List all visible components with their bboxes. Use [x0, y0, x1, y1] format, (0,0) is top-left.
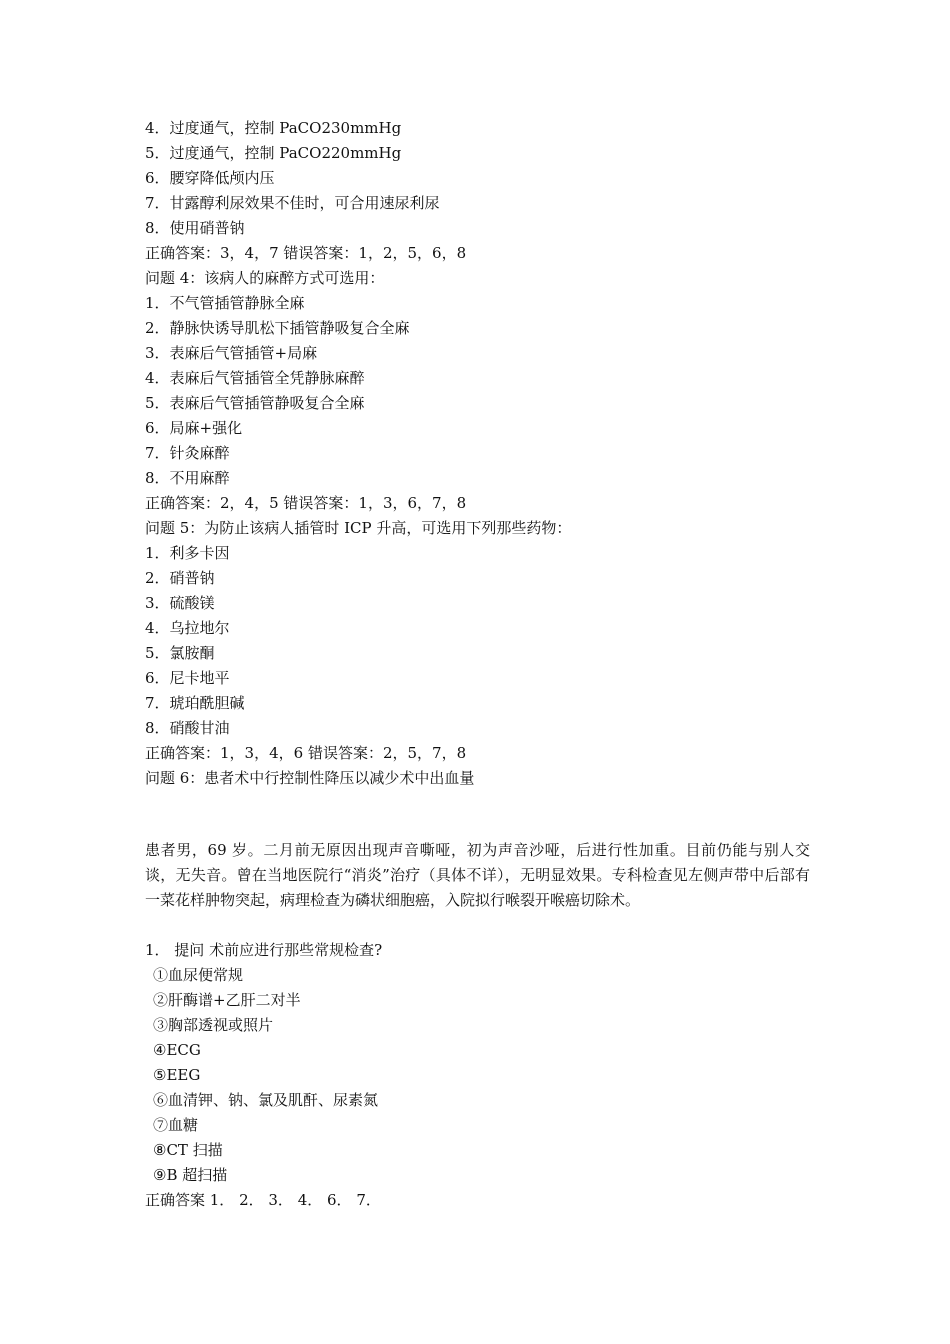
option-item: ①血尿便常规: [153, 966, 244, 984]
text-line: 5．表麻后气管插管静吸复合全麻: [145, 394, 365, 412]
answer-line: 正确答案：3，4，7 错误答案：1，2，5，6，8: [145, 244, 467, 262]
option-item: ⑤EEG: [153, 1066, 201, 1084]
text-line: 5．过度通气，控制 PaCO220mmHg: [145, 144, 402, 162]
option-item: ⑥血清钾、钠、氯及肌酐、尿素氮: [153, 1091, 379, 1109]
answer-line: 正确答案：2，4，5 错误答案：1，3，6，7，8: [145, 494, 467, 512]
option-item: ⑦血糖: [153, 1116, 199, 1134]
answer-line: 正确答案：1，3，4，6 错误答案：2，5，7，8: [145, 744, 467, 762]
answer-line: 正确答案 1． 2． 3． 4． 6． 7．: [145, 1191, 381, 1209]
text-line: 8．硝酸甘油: [145, 719, 230, 737]
text-line: 1．利多卡因: [145, 544, 230, 562]
text-line: 8．使用硝普钠: [145, 219, 245, 237]
text-line: 6．腰穿降低颅内压: [145, 169, 275, 187]
option-item: ③胸部透视或照片: [153, 1016, 274, 1034]
question-heading: 问题 6：患者术中行控制性降压以减少术中出血量: [145, 769, 475, 787]
option-item: ⑧CT 扫描: [153, 1141, 223, 1159]
text-line: 6．局麻+强化: [145, 419, 243, 437]
option-item: ④ECG: [153, 1041, 201, 1059]
case-question: 1． 提问 术前应进行那些常规检查?: [145, 941, 383, 959]
spacer: [145, 913, 810, 938]
text-line: 6．尼卡地平: [145, 669, 230, 687]
question-continuation-section: [145, 116, 810, 791]
text-line: 2．硝普钠: [145, 569, 215, 587]
text-line: 7．针灸麻醉: [145, 444, 230, 462]
text-line: 1．不气管插管静脉全麻: [145, 294, 305, 312]
question-heading: 问题 5：为防止该病人插管时 ICP 升高，可选用下列那些药物：: [145, 519, 572, 537]
text-line: 4．表麻后气管插管全凭静脉麻醉: [145, 369, 365, 387]
text-line: 5．氯胺酮: [145, 644, 215, 662]
option-item: ②肝酶谱+乙肝二对半: [153, 991, 301, 1009]
case-description: 患者男，69 岁。二月前无原因出现声音嘶哑，初为声音沙哑，后进行性加重。目前仍能与别人交谈，无失音。曾在当地医院行“消炎”治疗（具体不详），无明显效果。专科检查见左侧声带中后部有一菜花样肿物突起，病理检查为磷状细胞癌，入院拟行喉裂开喉癌切除术。: [145, 841, 810, 909]
text-line: 3．硫酸镁: [145, 594, 215, 612]
text-line: 7．琥珀酰胆碱: [145, 694, 245, 712]
option-item: ⑨B 超扫描: [153, 1166, 228, 1184]
text-line: 4．乌拉地尔: [145, 619, 230, 637]
case-section: [145, 838, 810, 1213]
question-heading: 问题 4：该病人的麻醉方式可选用：: [145, 269, 385, 287]
text-line: 8．不用麻醉: [145, 469, 230, 487]
text-line: 4．过度通气，控制 PaCO230mmHg: [145, 119, 402, 137]
text-line: 2．静脉快诱导肌松下插管静吸复合全麻: [145, 319, 410, 337]
text-line: 3．表麻后气管插管+局麻: [145, 344, 318, 362]
text-line: 7．甘露醇利尿效果不佳时，可合用速尿利尿: [145, 194, 440, 212]
